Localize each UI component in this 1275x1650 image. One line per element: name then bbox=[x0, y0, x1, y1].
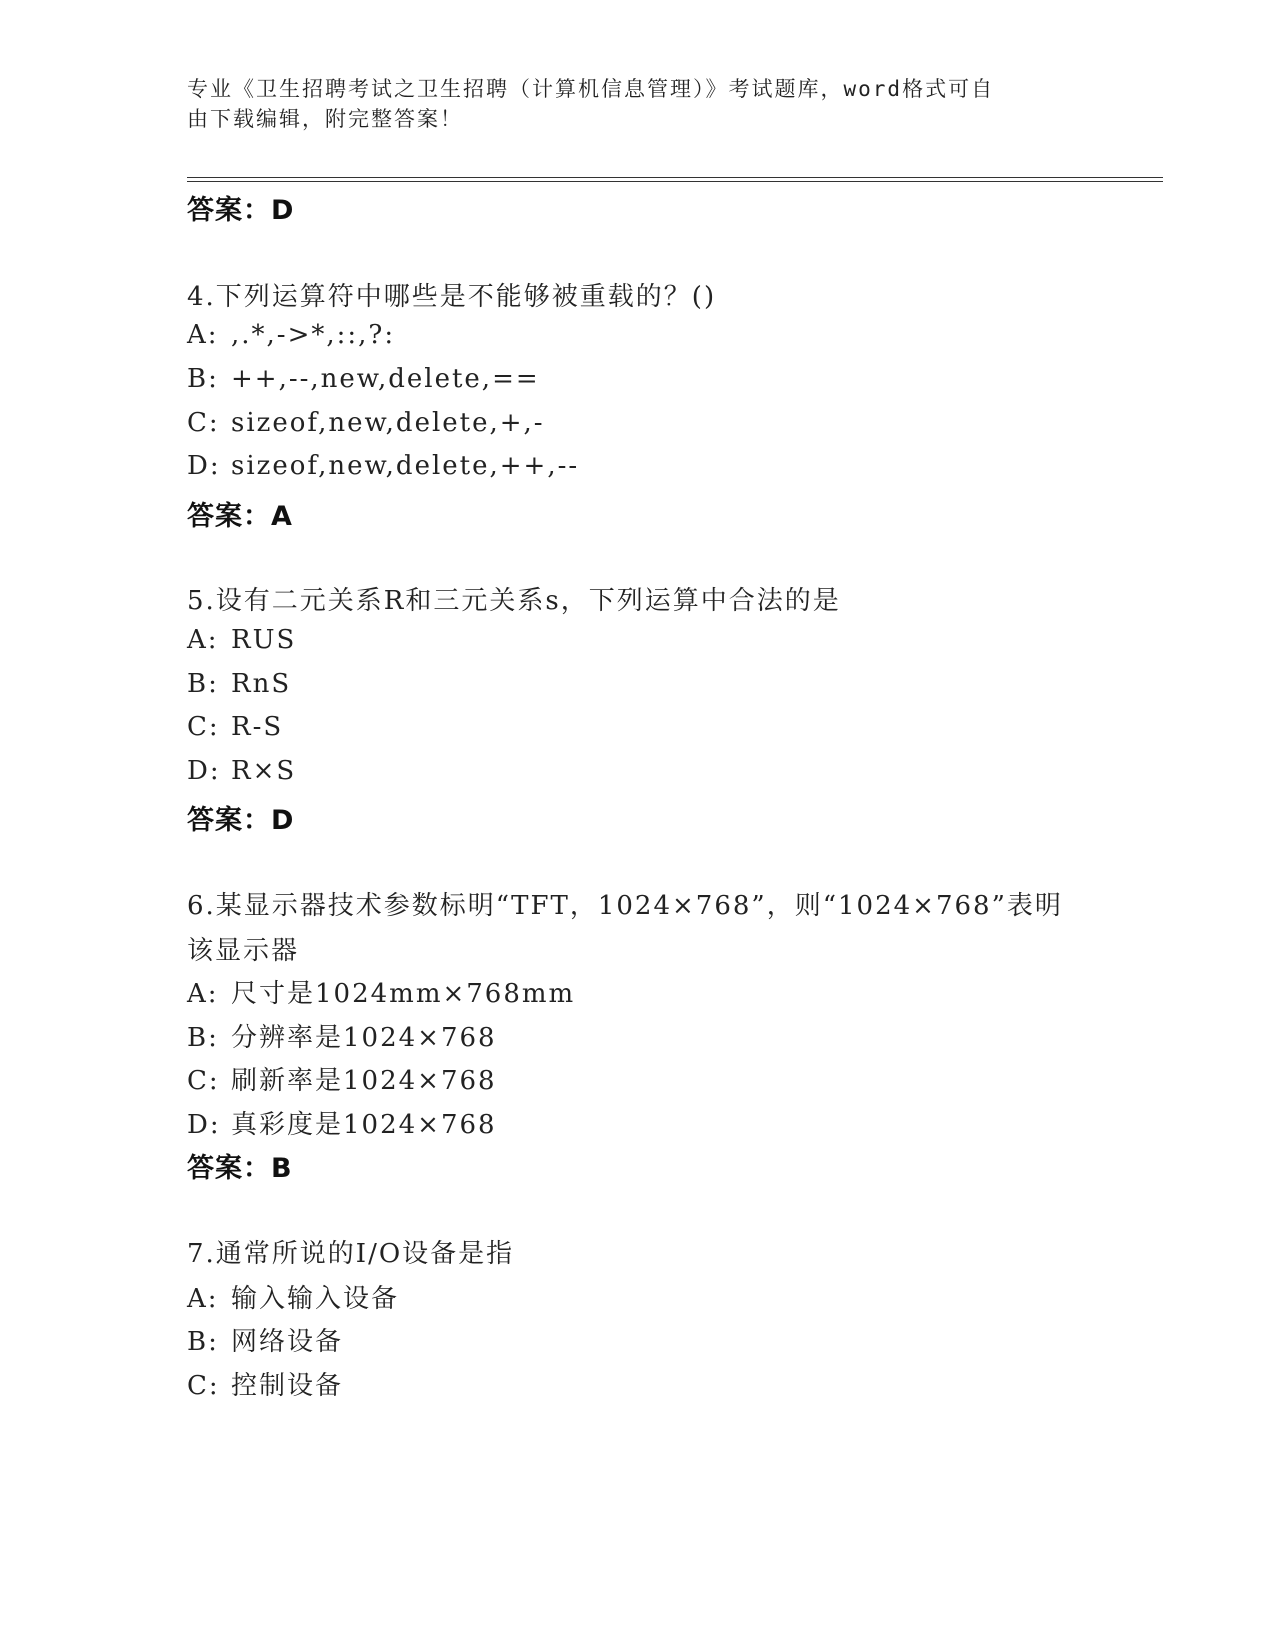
answer-previous: 答案：D bbox=[187, 195, 295, 226]
option-label: A: bbox=[187, 625, 219, 655]
question-4-option-c bbox=[187, 408, 545, 438]
question-4-option-d bbox=[187, 451, 579, 481]
question-6-option-b bbox=[187, 1017, 497, 1054]
option-text: ,.*,->*,::,?: bbox=[231, 320, 396, 350]
option-label: A: bbox=[187, 1284, 219, 1314]
option-label: C: bbox=[187, 1066, 220, 1096]
header-line-2: 由下载编辑，附完整答案！ bbox=[187, 107, 463, 131]
option-text: sizeof,new,delete,+,- bbox=[231, 408, 545, 438]
option-text: sizeof,new,delete,++,-- bbox=[231, 451, 580, 481]
question-5-option-a bbox=[187, 625, 296, 655]
question-7-option-c bbox=[187, 1365, 343, 1402]
question-6-text: 6.某显示器技术参数标明“TFT，1024×768”，则“1024×768”表明该显示器 bbox=[187, 891, 1063, 966]
option-label: D: bbox=[187, 451, 221, 481]
question-7-option-b bbox=[187, 1321, 343, 1358]
option-text: 网络设备 bbox=[231, 1327, 344, 1357]
option-text: ++,--,new,delete,== bbox=[231, 364, 540, 394]
option-label: D: bbox=[187, 1110, 221, 1140]
question-6-option-a bbox=[187, 973, 575, 1010]
option-label: B: bbox=[187, 1327, 219, 1357]
option-label: B: bbox=[187, 364, 219, 394]
option-text: R×S bbox=[231, 756, 297, 786]
option-label: A: bbox=[187, 979, 219, 1009]
option-label: A: bbox=[187, 320, 219, 350]
question-4-text: 4.下列运算符中哪些是不能够被重载的？() bbox=[187, 282, 717, 312]
header-divider-bottom bbox=[187, 181, 1163, 182]
question-6-option-c bbox=[187, 1060, 497, 1097]
question-4-answer: 答案：A bbox=[187, 501, 293, 532]
option-label: D: bbox=[187, 756, 221, 786]
question-7-text: 7.通常所说的I/O设备是指 bbox=[187, 1239, 515, 1269]
document-header bbox=[187, 74, 1087, 134]
option-text: RnS bbox=[231, 669, 292, 699]
option-text: RUS bbox=[231, 625, 297, 655]
option-text: 分辨率是1024×768 bbox=[231, 1023, 497, 1053]
option-label: C: bbox=[187, 712, 220, 742]
option-label: C: bbox=[187, 408, 220, 438]
option-label: B: bbox=[187, 669, 219, 699]
option-text: 尺寸是1024mm×768mm bbox=[231, 979, 576, 1009]
question-5-option-b bbox=[187, 669, 291, 699]
question-6-answer: 答案：B bbox=[187, 1153, 293, 1184]
header-divider-top bbox=[187, 177, 1163, 178]
option-text: 输入输入设备 bbox=[231, 1284, 400, 1314]
question-4-option-a bbox=[187, 320, 395, 350]
question-6-option-d bbox=[187, 1104, 497, 1141]
option-text: 刷新率是1024×768 bbox=[231, 1066, 497, 1096]
option-text: R-S bbox=[231, 712, 284, 742]
question-7-option-a bbox=[187, 1278, 399, 1315]
option-label: B: bbox=[187, 1023, 219, 1053]
option-text: 控制设备 bbox=[231, 1371, 344, 1401]
question-5-option-d bbox=[187, 756, 296, 786]
question-5-option-c bbox=[187, 712, 283, 742]
header-line-1: 专业《卫生招聘考试之卫生招聘（计算机信息管理）》考试题库，word格式可自 bbox=[187, 77, 995, 101]
question-5-text: 5.设有二元关系R和三元关系s，下列运算中合法的是 bbox=[187, 586, 841, 616]
question-5-answer: 答案：D bbox=[187, 805, 295, 836]
option-label: C: bbox=[187, 1371, 220, 1401]
question-4-option-b bbox=[187, 364, 540, 394]
option-text: 真彩度是1024×768 bbox=[231, 1110, 497, 1140]
